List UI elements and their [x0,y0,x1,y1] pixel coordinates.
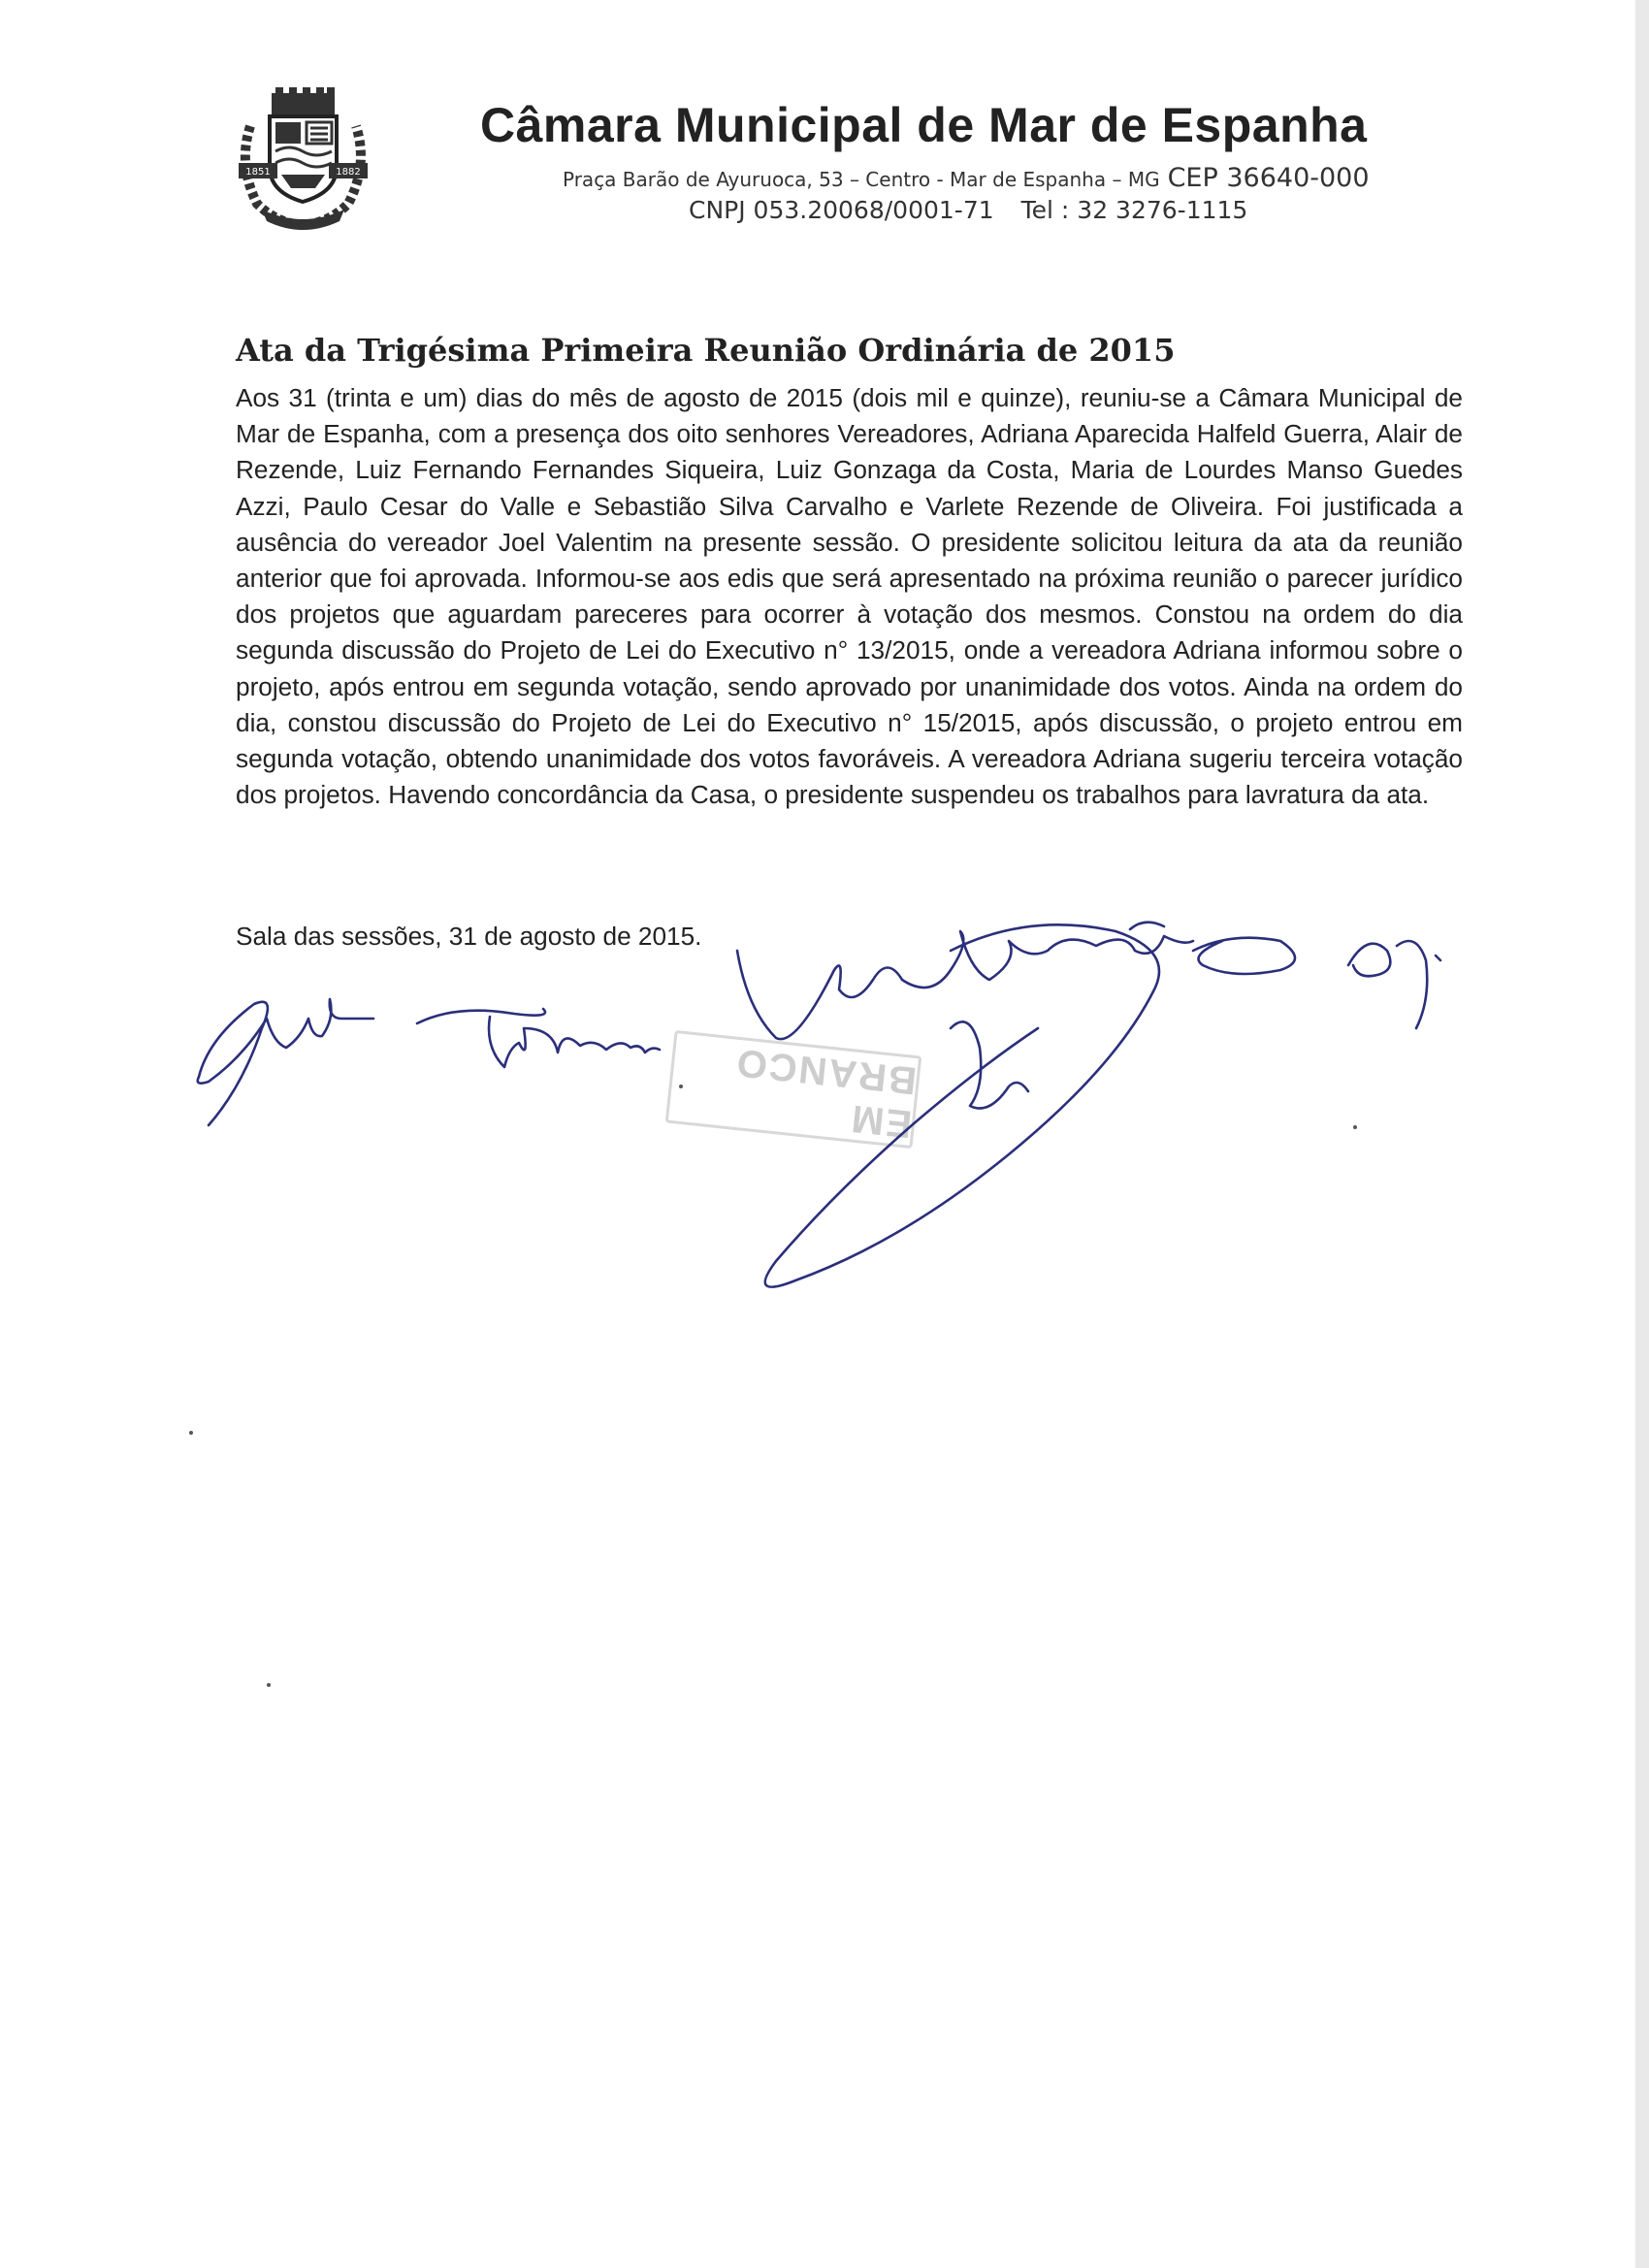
scan-speck [189,1431,193,1435]
scan-speck [267,1683,271,1687]
crest-year-left: 1851 [245,167,271,178]
document-closing: Sala das sessões, 31 de agosto de 2015. [236,922,702,951]
signature-4 [1348,941,1440,1028]
phone-text: Tel : 32 3276-1115 [1020,196,1248,224]
scan-edge [1635,0,1649,2268]
stamp-text: EM BRANCO [732,1040,919,1146]
crest-year-right: 1882 [336,167,361,178]
municipal-coat-of-arms-icon [233,87,373,233]
document-body: Aos 31 (trinta e um) dias do mês de agosto de 2015 (dois mil e quinze), reuniu-se a Câmara Municipal de Mar de Espanha, com a presença dos oito senhores Vereadores, Adriana Aparecida Halfeld Guerra, Alair de Rezende, Luiz Fernando Fernandes Siqueira, Luiz Gonzaga da Costa, Maria de Lourdes Manso Guedes Azzi, Paulo Cesar do Valle e Sebastião Silva Carvalho e Varlete Rezende de Oliveira. Foi justificada a ausência do vereador Joel Valentim na presente sessão. O presidente solicitou leitura da ata da reunião anterior que foi aprovada. Informou-se aos edis que será apresentado na próxima reunião o parecer jurídico dos projetos que aguardam pareceres para ocorrer à votação dos mesmos. Constou na ordem do dia segunda discussão do Projeto de Lei do Executivo n° 13/2015, onde a vereadora Adriana informou sobre o projeto, após entrou em segunda votação, sendo aprovado por unanimidade dos votos. Ainda na ordem do dia, constou discussão do Projeto de Lei do Executivo n° 15/2015, após discussão, o projeto entrou em segunda votação, obtendo unanimidade dos votos favoráveis. A vereadora Adriana sugeriu terceira votação dos projetos. Havendo concordância da Casa, o presidente suspendeu os trabalhos para lavratura da ata. [236,383,1463,810]
address-text: Praça Barão de Ayuruoca, 53 – Centro - Mar de Espanha – MG [563,168,1160,191]
address-line [563,163,1494,193]
blank-stamp [665,1030,922,1149]
signature-2 [417,1009,660,1067]
signature-1 [198,999,373,1125]
scan-speck [1353,1125,1357,1129]
letterhead [233,87,1494,243]
cep-text: CEP 36640-000 [1167,163,1370,193]
organization-name: Câmara Municipal de Mar de Espanha [480,98,1368,152]
document-title: Ata da Trigésima Primeira Reunião Ordinária de 2015 [236,332,1176,369]
cnpj-text: CNPJ 053.20068/0001-71 [689,196,994,224]
scan-speck [679,1085,683,1088]
contact-line [689,196,1465,224]
